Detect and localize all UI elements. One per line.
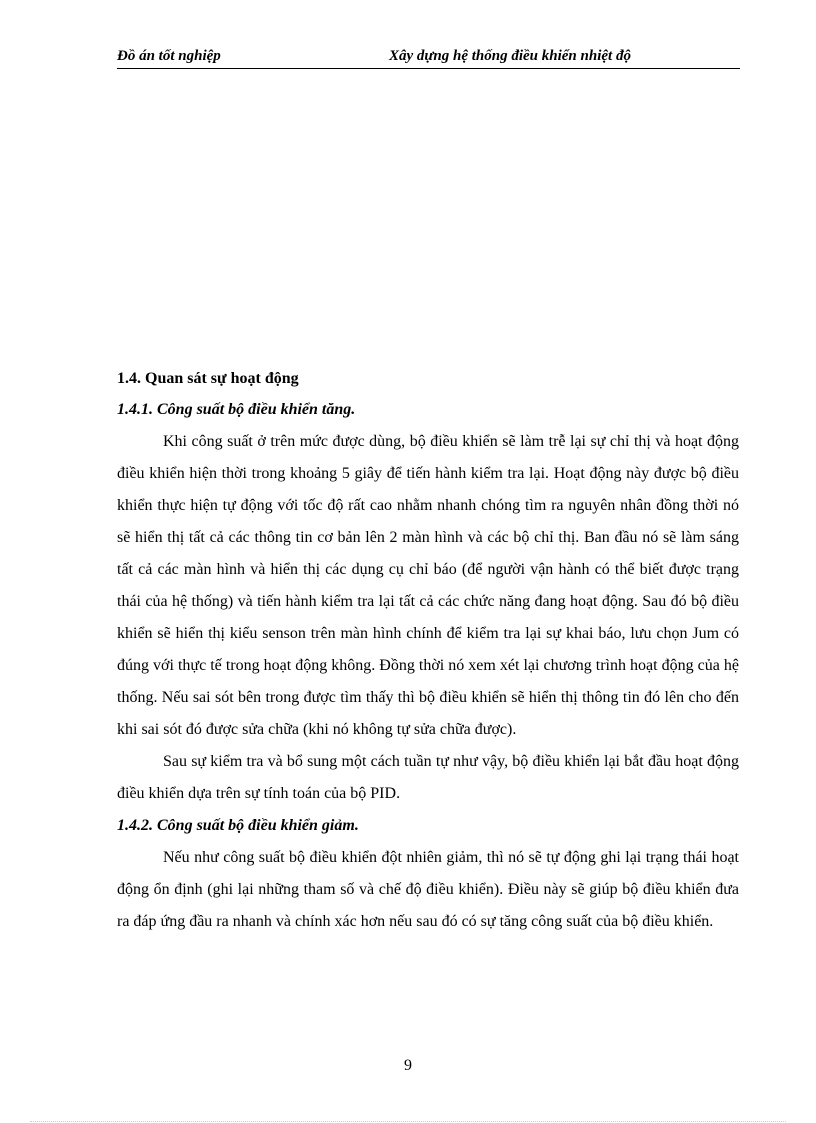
page-bottom-divider <box>30 1121 786 1122</box>
header-right-title: Xây dựng hệ thống điều khiển nhiệt độ <box>389 48 631 64</box>
subsection-heading-1: 1.4.1. Công suất bộ điều khiển tăng. <box>117 401 356 418</box>
paragraph: Sau sự kiểm tra và bổ sung một cách tuần tự như vậy, bộ điều khiển lại bắt đầu hoạt động điều khiển dựa trên sự tính toán của bộ PID. <box>117 753 739 802</box>
paragraph: Nếu như công suất bộ điều khiển đột nhiên giảm, thì nó sẽ tự động ghi lại trạng thái hoạt động ổn định (ghi lại những tham số và chế độ điều khiển). Điều này sẽ giúp bộ điều khiển đưa ra đáp ứng đầu ra nhanh và chính xác hơn nếu sau đó có sự tăng công suất của bộ điều khiển. <box>117 849 739 930</box>
section-heading: 1.4. Quan sát sự hoạt động <box>117 370 299 387</box>
subsection-heading-2: 1.4.2. Công suất bộ điều khiển giảm. <box>117 817 359 834</box>
header-left-title: Đồ án tốt nghiệp <box>117 48 221 64</box>
page-number: 9 <box>404 1057 412 1074</box>
document-body <box>117 364 739 938</box>
page-header <box>117 48 740 69</box>
paragraph: Khi công suất ở trên mức được dùng, bộ điều khiển sẽ làm trễ lại sự chỉ thị và hoạt động điều khiển hiện thời trong khoảng 5 giây để tiến hành kiểm tra lại. Hoạt động này được bộ điều khiển thực hiện tự động với tốc độ rất cao nhằm nhanh chóng tìm ra nguyên nhân đồng thời nó sẽ hiển thị tất cả các thông tin cơ bản lên 2 màn hình và các bộ chỉ thị. Ban đầu nó sẽ làm sáng tất cả các màn hình và hiển thị các dụng cụ chỉ báo (để người vận hành có thể biết được trạng thái của hệ thống) và tiến hành kiểm tra lại tất cả các chức năng đang hoạt động. Sau đó bộ điều khiển sẽ hiển thị kiểu senson trên màn hình chính để kiểm tra lại sự khai báo, lưu chọn Jum có đúng với thực tế trong hoạt động không. Đồng thời nó xem xét lại chương trình hoạt động của hệ thống. Nếu sai sót bên trong được tìm thấy thì bộ điều khiển sẽ hiển thị thông tin đó lên cho đến khi sai sót đó được sửa chữa (khi nó không tự sửa chữa được). <box>117 433 739 738</box>
